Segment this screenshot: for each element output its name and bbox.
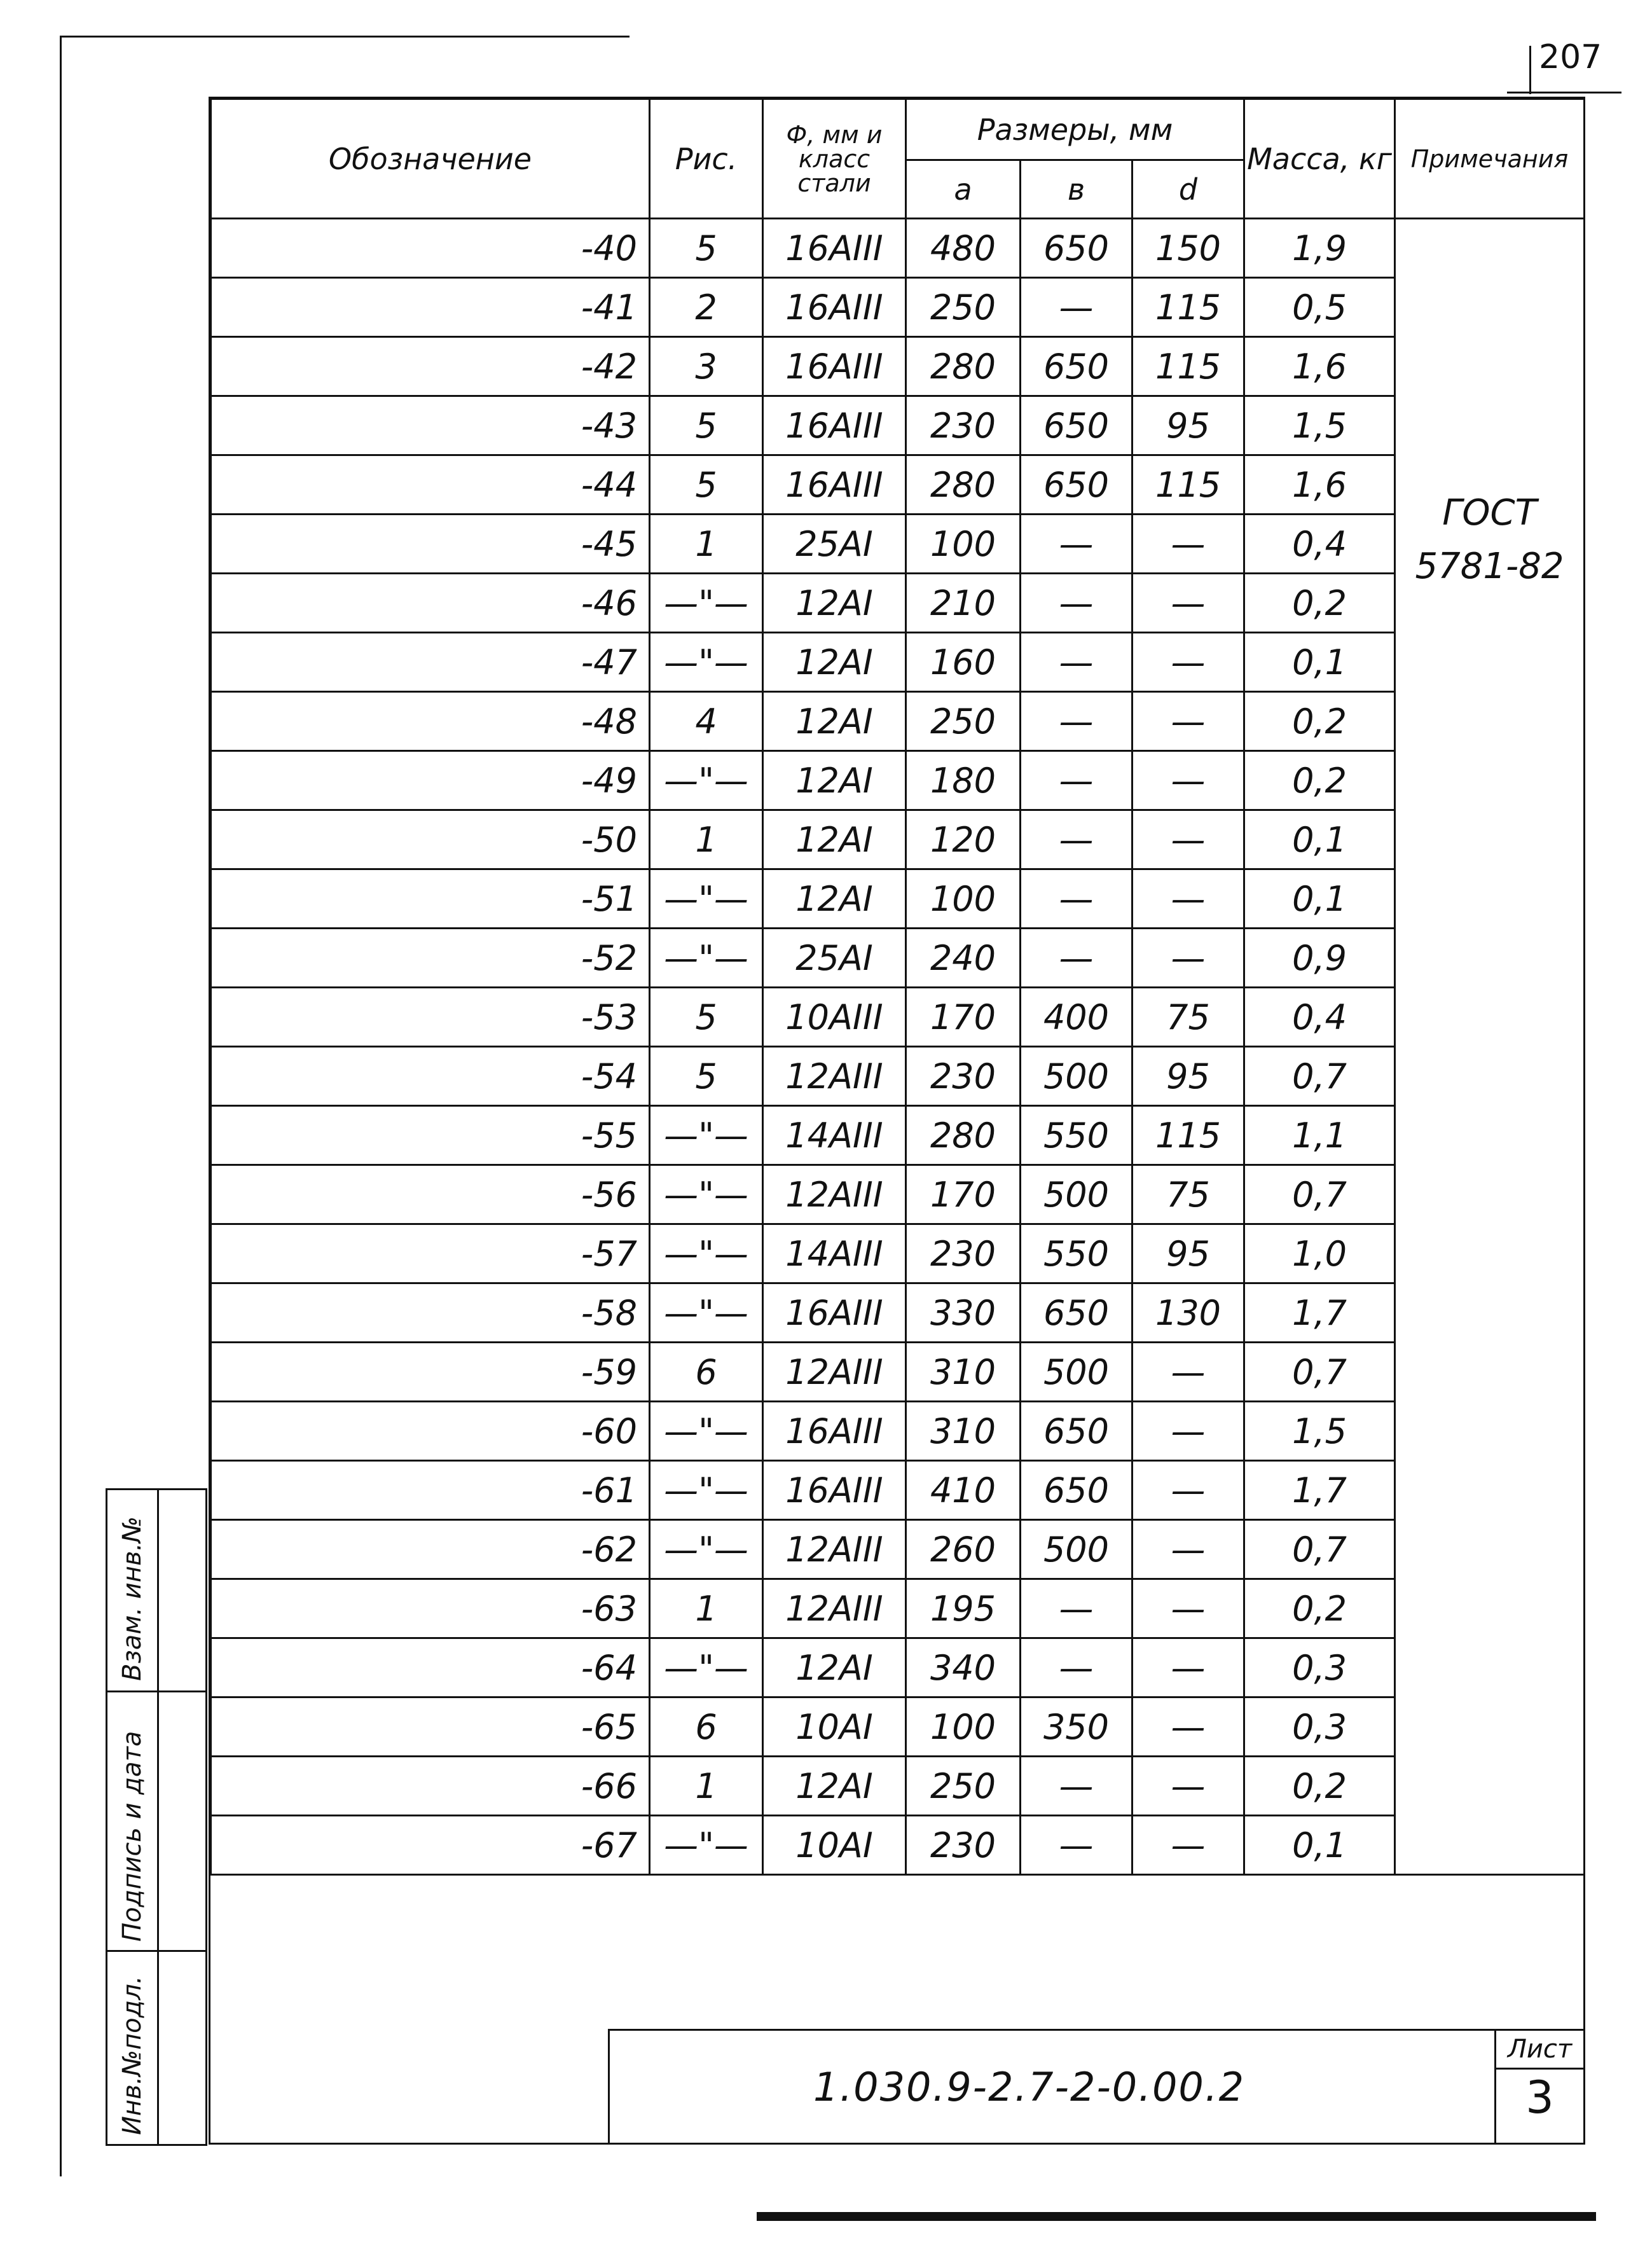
dim-b-cell: — xyxy=(1021,869,1132,929)
dim-d-cell: 75 xyxy=(1132,988,1244,1047)
dim-b-cell: 650 xyxy=(1021,1461,1132,1520)
dim-d-cell: — xyxy=(1132,751,1244,810)
steel-class-cell: 16АIII xyxy=(763,278,906,337)
dim-d-cell: — xyxy=(1132,869,1244,929)
side-cell-inv-orig xyxy=(107,1952,205,2144)
steel-class-cell: 12АI xyxy=(763,751,906,810)
figure-cell: 6 xyxy=(650,1343,763,1402)
figure-cell: 5 xyxy=(650,219,763,278)
dim-a-cell: 230 xyxy=(906,1047,1021,1106)
dim-a-cell: 280 xyxy=(906,455,1021,515)
figure-cell: 1 xyxy=(650,515,763,574)
figure-cell: 6 xyxy=(650,1697,763,1757)
figure-cell: —"— xyxy=(650,1106,763,1165)
designation-cell: -65 xyxy=(211,1697,650,1757)
figure-cell: 5 xyxy=(650,396,763,455)
mass-cell: 0,7 xyxy=(1244,1520,1395,1579)
table-row xyxy=(211,1816,1585,1875)
mass-cell: 0,2 xyxy=(1244,574,1395,633)
dim-d-cell: — xyxy=(1132,1343,1244,1402)
mass-cell: 0,2 xyxy=(1244,692,1395,751)
notes-cell: ГОСТ 5781-82 xyxy=(1395,219,1585,1875)
designation-cell: -58 xyxy=(211,1283,650,1343)
figure-cell: —"— xyxy=(650,1165,763,1224)
designation-cell: -49 xyxy=(211,751,650,810)
dim-b-cell: 650 xyxy=(1021,219,1132,278)
dim-d-cell: 95 xyxy=(1132,396,1244,455)
steel-class-cell: 12АIII xyxy=(763,1520,906,1579)
title-block xyxy=(608,2029,1585,2145)
designation-cell: -40 xyxy=(211,219,650,278)
steel-class-cell: 25АI xyxy=(763,515,906,574)
steel-class-cell: 16АIII xyxy=(763,219,906,278)
table-row xyxy=(211,219,1585,278)
table-row xyxy=(211,1047,1585,1106)
designation-cell: -41 xyxy=(211,278,650,337)
dim-a-cell: 240 xyxy=(906,929,1021,988)
designation-cell: -51 xyxy=(211,869,650,929)
table-row xyxy=(211,455,1585,515)
table-row xyxy=(211,751,1585,810)
table-row xyxy=(211,396,1585,455)
dim-a-cell: 210 xyxy=(906,574,1021,633)
dim-d-cell: 130 xyxy=(1132,1283,1244,1343)
figure-cell: 1 xyxy=(650,1757,763,1816)
designation-cell: -53 xyxy=(211,988,650,1047)
mass-cell: 1,9 xyxy=(1244,219,1395,278)
table-row xyxy=(211,1638,1585,1697)
figure-cell: —"— xyxy=(650,1283,763,1343)
dim-a-cell: 310 xyxy=(906,1402,1021,1461)
designation-cell: -47 xyxy=(211,633,650,692)
designation-cell: -42 xyxy=(211,337,650,396)
mass-cell: 0,4 xyxy=(1244,988,1395,1047)
designation-cell: -59 xyxy=(211,1343,650,1402)
mass-cell: 0,7 xyxy=(1244,1165,1395,1224)
dim-d-cell: — xyxy=(1132,1579,1244,1638)
bottom-thick-rule xyxy=(757,2212,1596,2221)
sheet-number: 3 xyxy=(1525,2071,1554,2124)
dim-b-cell: 650 xyxy=(1021,1402,1132,1461)
figure-cell: —"— xyxy=(650,1224,763,1283)
designation-cell: -52 xyxy=(211,929,650,988)
steel-class-cell: 16АIII xyxy=(763,1461,906,1520)
dim-d-cell: — xyxy=(1132,1402,1244,1461)
dim-b-cell: 500 xyxy=(1021,1343,1132,1402)
col-figure-header: Рис. xyxy=(650,99,763,219)
dim-a-cell: 280 xyxy=(906,1106,1021,1165)
figure-cell: —"— xyxy=(650,1638,763,1697)
dim-a-cell: 410 xyxy=(906,1461,1021,1520)
page-number-tick xyxy=(1529,46,1531,94)
mass-cell: 0,3 xyxy=(1244,1697,1395,1757)
designation-cell: -44 xyxy=(211,455,650,515)
table-row xyxy=(211,1106,1585,1165)
mass-cell: 0,7 xyxy=(1244,1343,1395,1402)
steel-class-cell: 12АIII xyxy=(763,1165,906,1224)
mass-cell: 1,7 xyxy=(1244,1461,1395,1520)
designation-cell: -60 xyxy=(211,1402,650,1461)
dim-d-cell: — xyxy=(1132,1816,1244,1875)
table-row xyxy=(211,515,1585,574)
designation-cell: -48 xyxy=(211,692,650,751)
page-number-rule xyxy=(1507,92,1621,93)
mass-cell: 0,1 xyxy=(1244,633,1395,692)
steel-class-cell: 12АI xyxy=(763,1757,906,1816)
steel-class-cell: 12АI xyxy=(763,574,906,633)
table-row xyxy=(211,1757,1585,1816)
dim-b-cell: — xyxy=(1021,1757,1132,1816)
table-row xyxy=(211,337,1585,396)
designation-cell: -61 xyxy=(211,1461,650,1520)
dim-b-cell: — xyxy=(1021,810,1132,869)
mass-cell: 0,5 xyxy=(1244,278,1395,337)
designation-cell: -46 xyxy=(211,574,650,633)
col-notes-header: Примечания xyxy=(1395,99,1585,219)
figure-cell: —"— xyxy=(650,1816,763,1875)
dim-b-cell: 550 xyxy=(1021,1224,1132,1283)
steel-class-cell: 12АI xyxy=(763,810,906,869)
table-row xyxy=(211,810,1585,869)
dim-a-cell: 230 xyxy=(906,1816,1021,1875)
table-row xyxy=(211,929,1585,988)
mass-cell: 0,4 xyxy=(1244,515,1395,574)
dim-a-cell: 100 xyxy=(906,515,1021,574)
dim-a-cell: 180 xyxy=(906,751,1021,810)
mass-cell: 1,0 xyxy=(1244,1224,1395,1283)
sheet-box xyxy=(1494,2031,1583,2143)
page-number: 207 xyxy=(1539,38,1602,76)
steel-class-cell: 12АIII xyxy=(763,1343,906,1402)
dim-a-cell: 250 xyxy=(906,1757,1021,1816)
steel-class-cell: 12АI xyxy=(763,1638,906,1697)
document-code: 1.030.9-2.7-2-0.00.2 xyxy=(813,2064,1246,2110)
designation-cell: -45 xyxy=(211,515,650,574)
col-a-header: a xyxy=(906,160,1021,219)
steel-class-cell: 12АIII xyxy=(763,1579,906,1638)
specification-table xyxy=(210,98,1585,1876)
mass-cell: 0,2 xyxy=(1244,751,1395,810)
figure-cell: 4 xyxy=(650,692,763,751)
table-row xyxy=(211,1165,1585,1224)
dim-b-cell: — xyxy=(1021,633,1132,692)
col-dimensions-header: Размеры, мм xyxy=(906,99,1244,160)
figure-cell: 2 xyxy=(650,278,763,337)
table-row xyxy=(211,1224,1585,1283)
table-row xyxy=(211,278,1585,337)
table-row xyxy=(211,692,1585,751)
dim-a-cell: 100 xyxy=(906,1697,1021,1757)
steel-class-cell: 25АI xyxy=(763,929,906,988)
dim-d-cell: — xyxy=(1132,1757,1244,1816)
dim-b-cell: 650 xyxy=(1021,337,1132,396)
mass-cell: 1,6 xyxy=(1244,455,1395,515)
designation-cell: -67 xyxy=(211,1816,650,1875)
designation-cell: -64 xyxy=(211,1638,650,1697)
mass-cell: 1,1 xyxy=(1244,1106,1395,1165)
dim-d-cell: 115 xyxy=(1132,455,1244,515)
table-row xyxy=(211,988,1585,1047)
dim-b-cell: — xyxy=(1021,515,1132,574)
dim-b-cell: — xyxy=(1021,751,1132,810)
steel-class-cell: 12АIII xyxy=(763,1047,906,1106)
left-border xyxy=(60,36,62,2176)
figure-cell: —"— xyxy=(650,574,763,633)
figure-cell: —"— xyxy=(650,929,763,988)
dim-d-cell: — xyxy=(1132,1697,1244,1757)
dim-a-cell: 230 xyxy=(906,1224,1021,1283)
dim-a-cell: 250 xyxy=(906,278,1021,337)
side-cell-sign-date xyxy=(107,1692,205,1952)
table-row xyxy=(211,1283,1585,1343)
designation-cell: -56 xyxy=(211,1165,650,1224)
col-b-header: в xyxy=(1021,160,1132,219)
dim-b-cell: 500 xyxy=(1021,1047,1132,1106)
dim-d-cell: 115 xyxy=(1132,1106,1244,1165)
dim-d-cell: 115 xyxy=(1132,278,1244,337)
figure-cell: 1 xyxy=(650,1579,763,1638)
table-row xyxy=(211,633,1585,692)
mass-cell: 0,1 xyxy=(1244,1816,1395,1875)
steel-class-cell: 10АIII xyxy=(763,988,906,1047)
mass-cell: 1,5 xyxy=(1244,396,1395,455)
designation-cell: -54 xyxy=(211,1047,650,1106)
dim-b-cell: 650 xyxy=(1021,1283,1132,1343)
mass-cell: 1,7 xyxy=(1244,1283,1395,1343)
dim-d-cell: — xyxy=(1132,574,1244,633)
mass-cell: 0,7 xyxy=(1244,1047,1395,1106)
dim-b-cell: — xyxy=(1021,1816,1132,1875)
dim-a-cell: 330 xyxy=(906,1283,1021,1343)
mass-cell: 0,1 xyxy=(1244,810,1395,869)
figure-cell: —"— xyxy=(650,1461,763,1520)
dim-d-cell: — xyxy=(1132,1461,1244,1520)
designation-cell: -63 xyxy=(211,1579,650,1638)
mass-cell: 0,2 xyxy=(1244,1757,1395,1816)
dim-a-cell: 195 xyxy=(906,1579,1021,1638)
mass-cell: 0,1 xyxy=(1244,869,1395,929)
steel-class-cell: 16АIII xyxy=(763,396,906,455)
mass-cell: 1,6 xyxy=(1244,337,1395,396)
dim-b-cell: — xyxy=(1021,1579,1132,1638)
col-d-header: d xyxy=(1132,160,1244,219)
dim-d-cell: 75 xyxy=(1132,1165,1244,1224)
dim-d-cell: — xyxy=(1132,692,1244,751)
dim-a-cell: 120 xyxy=(906,810,1021,869)
designation-cell: -50 xyxy=(211,810,650,869)
figure-cell: 5 xyxy=(650,988,763,1047)
dim-a-cell: 250 xyxy=(906,692,1021,751)
steel-class-cell: 16АIII xyxy=(763,455,906,515)
table-row xyxy=(211,1461,1585,1520)
dim-b-cell: — xyxy=(1021,574,1132,633)
dim-d-cell: 150 xyxy=(1132,219,1244,278)
dim-d-cell: — xyxy=(1132,929,1244,988)
dim-b-cell: — xyxy=(1021,278,1132,337)
dim-b-cell: 550 xyxy=(1021,1106,1132,1165)
designation-cell: -55 xyxy=(211,1106,650,1165)
figure-cell: 1 xyxy=(650,810,763,869)
dim-d-cell: 95 xyxy=(1132,1047,1244,1106)
dim-b-cell: 650 xyxy=(1021,396,1132,455)
dim-b-cell: 400 xyxy=(1021,988,1132,1047)
mass-cell: 0,9 xyxy=(1244,929,1395,988)
dim-d-cell: 95 xyxy=(1132,1224,1244,1283)
approval-side-stamp xyxy=(106,1488,207,2146)
steel-class-cell: 10АI xyxy=(763,1816,906,1875)
side-label-inv-orig: Инв.№подл. xyxy=(118,1975,147,2135)
side-label-inv-replace: Взам. инв.№ xyxy=(118,1516,147,1681)
figure-cell: 3 xyxy=(650,337,763,396)
designation-cell: -66 xyxy=(211,1757,650,1816)
designation-cell: -43 xyxy=(211,396,650,455)
dim-b-cell: 650 xyxy=(1021,455,1132,515)
table-row xyxy=(211,1697,1585,1757)
dim-a-cell: 230 xyxy=(906,396,1021,455)
table-row xyxy=(211,1520,1585,1579)
table-row xyxy=(211,869,1585,929)
dim-a-cell: 310 xyxy=(906,1343,1021,1402)
dim-a-cell: 260 xyxy=(906,1520,1021,1579)
dim-d-cell: 115 xyxy=(1132,337,1244,396)
dim-a-cell: 170 xyxy=(906,1165,1021,1224)
steel-class-cell: 12АI xyxy=(763,869,906,929)
dim-a-cell: 340 xyxy=(906,1638,1021,1697)
figure-cell: —"— xyxy=(650,751,763,810)
specification-rows xyxy=(211,219,1585,1875)
dim-a-cell: 170 xyxy=(906,988,1021,1047)
steel-class-cell: 16АIII xyxy=(763,1283,906,1343)
figure-cell: —"— xyxy=(650,633,763,692)
designation-cell: -62 xyxy=(211,1520,650,1579)
sheet-label: Лист xyxy=(1496,2031,1583,2070)
dim-d-cell: — xyxy=(1132,515,1244,574)
dim-b-cell: 350 xyxy=(1021,1697,1132,1757)
table-row xyxy=(211,574,1585,633)
steel-class-cell: 16АIII xyxy=(763,1402,906,1461)
col-diameter-header: Ф, мм и класс стали xyxy=(763,99,906,219)
top-rule xyxy=(60,36,630,38)
steel-class-cell: 16АIII xyxy=(763,337,906,396)
side-label-sign-date: Подпись и дата xyxy=(118,1731,147,1942)
figure-cell: 5 xyxy=(650,1047,763,1106)
dim-b-cell: 500 xyxy=(1021,1520,1132,1579)
col-mass-header: Масса, кг xyxy=(1244,99,1395,219)
figure-cell: —"— xyxy=(650,1402,763,1461)
dim-d-cell: — xyxy=(1132,633,1244,692)
designation-cell: -57 xyxy=(211,1224,650,1283)
dim-b-cell: 500 xyxy=(1021,1165,1132,1224)
dim-d-cell: — xyxy=(1132,1520,1244,1579)
dim-d-cell: — xyxy=(1132,1638,1244,1697)
mass-cell: 0,3 xyxy=(1244,1638,1395,1697)
dim-d-cell: — xyxy=(1132,810,1244,869)
steel-class-cell: 14АIII xyxy=(763,1106,906,1165)
mass-cell: 0,2 xyxy=(1244,1579,1395,1638)
dim-b-cell: — xyxy=(1021,1638,1132,1697)
table-row xyxy=(211,1402,1585,1461)
dim-a-cell: 160 xyxy=(906,633,1021,692)
dim-b-cell: — xyxy=(1021,929,1132,988)
dim-a-cell: 100 xyxy=(906,869,1021,929)
steel-class-cell: 12АI xyxy=(763,633,906,692)
dim-a-cell: 280 xyxy=(906,337,1021,396)
table-row xyxy=(211,1343,1585,1402)
col-designation-header: Обозначение xyxy=(211,99,650,219)
table-row xyxy=(211,1579,1585,1638)
steel-class-cell: 12АI xyxy=(763,692,906,751)
mass-cell: 1,5 xyxy=(1244,1402,1395,1461)
figure-cell: —"— xyxy=(650,869,763,929)
dim-b-cell: — xyxy=(1021,692,1132,751)
figure-cell: 5 xyxy=(650,455,763,515)
steel-class-cell: 14АIII xyxy=(763,1224,906,1283)
dim-a-cell: 480 xyxy=(906,219,1021,278)
steel-class-cell: 10АI xyxy=(763,1697,906,1757)
figure-cell: —"— xyxy=(650,1520,763,1579)
side-cell-inv-replace xyxy=(107,1490,205,1692)
